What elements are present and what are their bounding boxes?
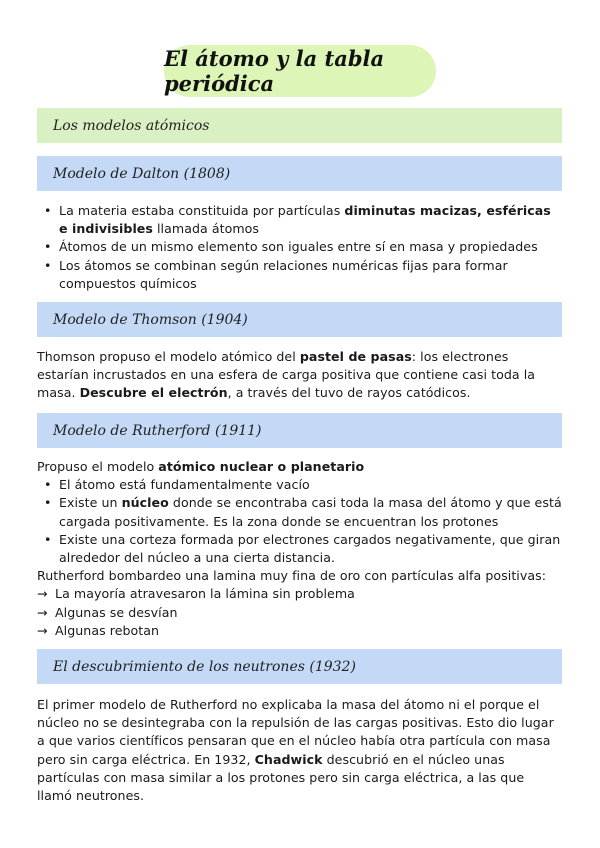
arrow-icon: → [37,622,48,638]
list-item [37,531,562,567]
page-title: El átomo y la tabla periódica [164,45,436,97]
section-header-dalton [37,156,562,191]
bullet-icon: • [44,239,52,255]
section-header-label: Modelo de Thomson (1904) [53,311,248,328]
text-run: : los electrones estarían incrustados en una esfera de carga positiva que contiene casi toda la masa. [37,349,536,401]
section-header-label: El descubrimiento de los neutrones (1932) [53,658,356,675]
bullet-icon: • [44,495,52,511]
bold-text: atómico nuclear o planetario [158,459,365,474]
text-run: descubrió en el núcleo unas partículas con masa similar a los protones pero sin carga eléctrica, a las que llamó neutrones. [37,751,525,804]
text-run: Algunas rebotan [55,622,160,638]
paragraph [37,458,562,476]
arrow-icon: → [37,604,48,620]
text-run: Existe una corteza formada por electrones cargados negativamente, que giran alrededor del núcleo a una cierta distancia. [59,531,561,566]
bold-text: Descubre el electrón [79,385,228,401]
text-run: Rutherford bombardeo una lamina muy fina de oro con partículas alfa positivas: [37,568,547,584]
dalton-content [37,202,562,293]
bullet-icon: • [44,531,52,547]
section-header-label: Modelo de Rutherford (1911) [53,422,262,439]
rutherford-bullet-list [37,476,562,567]
section-header-label: Modelo de Dalton (1808) [53,165,231,182]
section-header-label: Los modelos atómicos [53,117,210,134]
bold-text: pastel de pasas [299,349,412,364]
text-run: La materia estaba constituida por partículas [59,203,345,218]
dalton-bullet-list [37,202,562,293]
rutherford-results-list [37,585,562,640]
list-item [37,257,562,293]
list-item [37,494,562,530]
rutherford-content [37,458,562,640]
list-item [37,238,562,256]
bold-text: Chadwick [254,751,323,767]
text-run: Thomson propuso el modelo atómico del [37,349,300,364]
list-item [37,604,562,622]
text-run: Los átomos se combinan según relaciones numéricas fijas para formar compuestos químicos [59,257,508,291]
thomson-content [37,348,562,403]
list-item [37,202,562,238]
text-run: La mayoría atravesaron la lámina sin problema [55,586,355,602]
text-run: llamada átomos [152,221,260,237]
text-run: Propuso el modelo [37,459,159,474]
text-run: , a través del tuvo de rayos catódicos. [227,385,471,401]
text-run: Algunas se desvían [55,604,178,620]
bullet-icon: • [44,257,52,273]
bullet-icon: • [44,477,52,493]
section-header-thomson [37,302,562,337]
paragraph [37,567,562,585]
text-run: Átomos de un mismo elemento son iguales entre sí en masa y propiedades [59,239,538,255]
list-item [37,476,562,494]
paragraph [37,348,562,403]
bullet-icon: • [44,203,52,218]
section-header-neutrons [37,649,562,684]
list-item [37,622,562,640]
text-run: El átomo está fundamentalmente vacío [59,477,310,493]
arrow-icon: → [37,586,48,602]
text-run: El primer modelo de Rutherford no explicaba la masa del átomo ni el porque el núcleo no se desintegraba con la repulsión de las cargas positivas. Esto dio lugar a que varios científicos pensaran que en el núcleo había otra partícula con masa pero sin carga eléctrica. En 1932, [37,697,554,767]
section-header-rutherford [37,413,562,448]
bold-text: núcleo [121,495,169,511]
bold-text: diminutas macizas, esféricas e indivisibles [59,203,551,237]
text-run: Existe un [59,495,122,511]
list-item [37,585,562,603]
neutrons-content [37,696,562,805]
paragraph [37,696,562,805]
section-header-models [37,108,562,143]
text-run: donde se encontraba casi toda la masa del átomo y que está cargada positivamente. Es la zona donde se encuentran los protones [59,495,562,529]
